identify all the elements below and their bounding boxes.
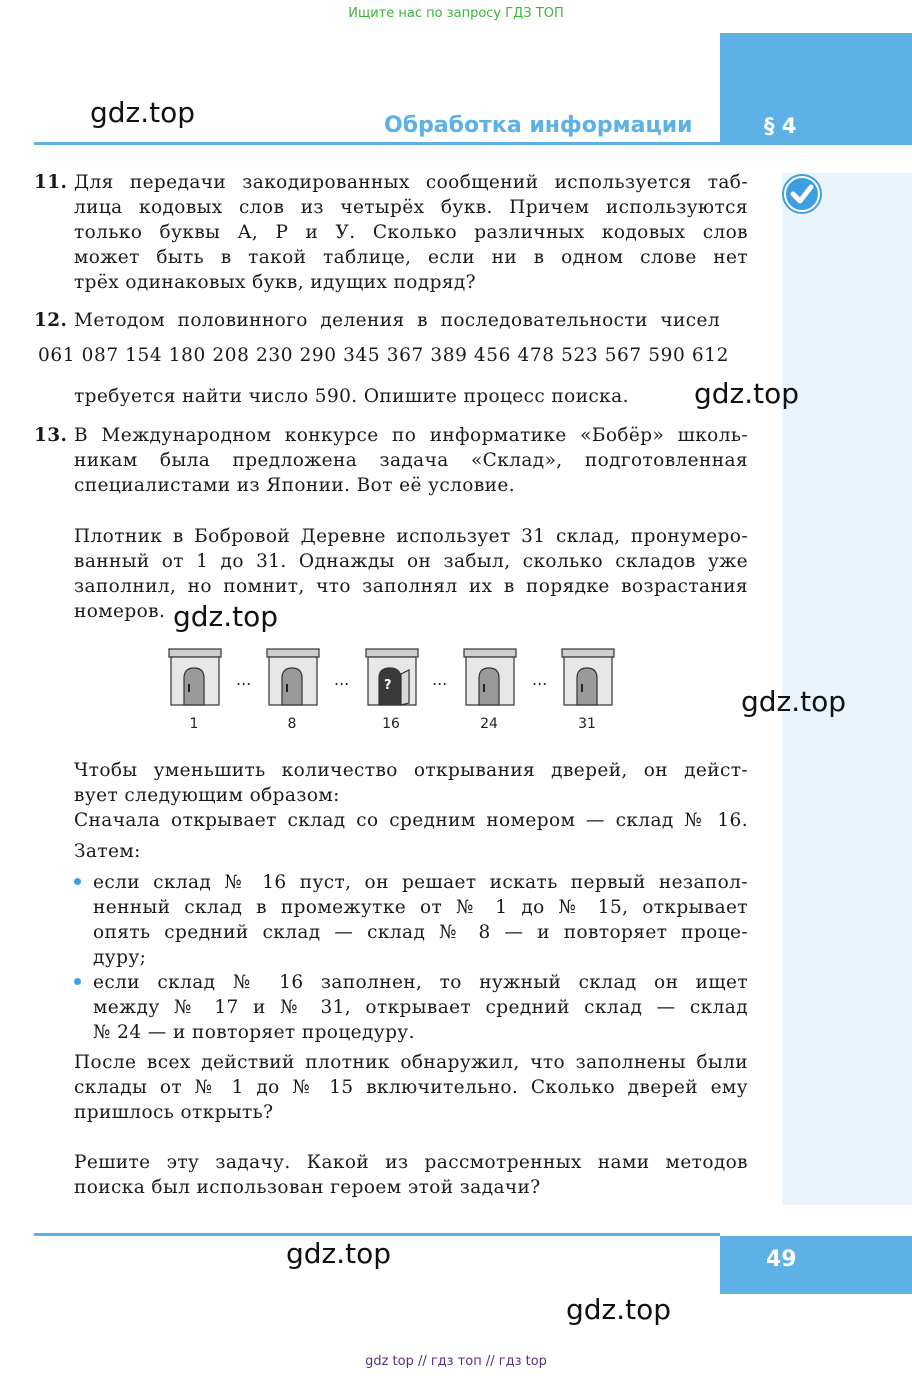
text-line: может быть в такой таблице, если ни в одном слове нет bbox=[74, 247, 748, 268]
task-13-number: 13. bbox=[34, 425, 68, 446]
paragraph-mark: § 4 bbox=[764, 114, 797, 138]
warehouse-door-icon bbox=[266, 648, 320, 710]
task-13-intro bbox=[74, 423, 748, 498]
page-number: 49 bbox=[766, 1247, 797, 1272]
text-line: опять средний склад — склад № 8 — и повторяет проце- bbox=[93, 922, 748, 943]
door-label: 31 bbox=[578, 716, 596, 732]
top-search-note: Ищите нас по запросу ГДЗ ТОП bbox=[348, 6, 564, 21]
chapter-title: Обработка информации bbox=[384, 113, 693, 138]
text-line: ненный склад в промежутке от № 1 до № 15, открывает bbox=[93, 897, 748, 918]
ellipsis: ... bbox=[432, 670, 448, 689]
ellipsis: ... bbox=[532, 670, 548, 689]
text-line: поиска был использован героем этой задачи? bbox=[74, 1177, 541, 1198]
warehouse-door-open-icon bbox=[365, 648, 419, 710]
watermark: gdz.top bbox=[286, 1237, 392, 1270]
task-11-text bbox=[74, 170, 748, 295]
text-line: трёх одинаковых букв, идущих подряд? bbox=[74, 272, 477, 293]
text-line: вует следующим образом: bbox=[74, 785, 340, 806]
text-line: Методом половинного деления в последовательности чисел bbox=[74, 310, 720, 331]
text-line: заполнил, но помнит, что заполнял их в порядке возрастания bbox=[74, 576, 748, 597]
text-line: номеров. bbox=[74, 601, 166, 622]
door-question-mark: ? bbox=[384, 678, 392, 693]
watermark: gdz.top bbox=[173, 600, 279, 633]
door-label: 24 bbox=[480, 716, 498, 732]
text-line: если склад № 16 пуст, он решает искать первый незапол- bbox=[93, 872, 748, 893]
door-label: 1 bbox=[189, 716, 199, 732]
text-line: № 24 — и повторяет процедуру. bbox=[93, 1022, 415, 1043]
bullet-dot-icon bbox=[74, 878, 81, 885]
task-13-actions bbox=[74, 758, 748, 833]
bullet-item bbox=[93, 970, 748, 1045]
warehouse-door-icon bbox=[463, 648, 517, 710]
text-line: В Международном конкурсе по информатике «Бобёр» школь- bbox=[74, 425, 748, 446]
text-line: между № 17 и № 31, открывает средний склад — склад bbox=[93, 997, 748, 1018]
text-line: После всех действий плотник обнаружил, что заполнены были bbox=[74, 1052, 748, 1073]
text-line: Для передачи закодированных сообщений используется таб- bbox=[74, 172, 748, 193]
text-line: ванный от 1 до 31. Однажды он забыл, сколько складов уже bbox=[74, 551, 748, 572]
text-line: Решите эту задачу. Какой из рассмотренных нами методов bbox=[74, 1152, 748, 1173]
header-tab bbox=[720, 33, 912, 145]
page-number-tab bbox=[720, 1236, 912, 1294]
task-12-intro bbox=[74, 308, 720, 333]
then-label: Затем: bbox=[74, 841, 141, 862]
bullet-dot-icon bbox=[74, 978, 81, 985]
task-11-number: 11. bbox=[34, 172, 68, 193]
watermark: gdz.top bbox=[566, 1293, 672, 1326]
check-circle-icon bbox=[782, 174, 822, 214]
warehouse-door-icon bbox=[561, 648, 615, 710]
footer-links: gdz top // гдз топ // гдз top bbox=[365, 1354, 547, 1369]
text-line: Сначала открывает склад со средним номером — склад № 16. bbox=[74, 810, 748, 831]
door-label: 16 bbox=[382, 716, 400, 732]
text-line: дуру; bbox=[93, 947, 147, 968]
ellipsis: ... bbox=[236, 670, 252, 689]
watermark: gdz.top bbox=[741, 685, 847, 718]
ellipsis: ... bbox=[334, 670, 350, 689]
warehouse-illustration bbox=[160, 648, 630, 740]
watermark: gdz.top bbox=[90, 96, 196, 129]
footer-rule bbox=[34, 1233, 720, 1236]
number-sequence: 061 087 154 180 208 230 290 345 367 389 456 478 523 567 590 612 bbox=[38, 345, 729, 366]
text-line: пришлось открыть? bbox=[74, 1102, 274, 1123]
bullet-item bbox=[93, 870, 748, 970]
text-line: специалистами из Японии. Вот её условие. bbox=[74, 475, 516, 496]
task-12-number: 12. bbox=[34, 310, 68, 331]
task-12-question: требуется найти число 590. Опишите процесс поиска. bbox=[74, 386, 629, 407]
text-line: Плотник в Бобровой Деревне использует 31 склад, пронумеро- bbox=[74, 526, 748, 547]
text-line: если склад № 16 заполнен, то нужный склад он ищет bbox=[93, 972, 748, 993]
text-line: никам была предложена задача «Склад», подготовленная bbox=[74, 450, 748, 471]
header-rule bbox=[34, 142, 720, 145]
text-line: Чтобы уменьшить количество открывания дверей, он дейст- bbox=[74, 760, 748, 781]
text-line: только буквы А, Р и У. Сколько различных кодовых слов bbox=[74, 222, 748, 243]
task-13-condition bbox=[74, 524, 748, 624]
warehouse-door-icon bbox=[168, 648, 222, 710]
task-13-result bbox=[74, 1050, 748, 1125]
text-line: склады от № 1 до № 15 включительно. Сколько дверей ему bbox=[74, 1077, 748, 1098]
watermark: gdz.top bbox=[694, 377, 800, 410]
text-line: лица кодовых слов из четырёх букв. Причем используются bbox=[74, 197, 748, 218]
door-label: 8 bbox=[287, 716, 297, 732]
task-13-final bbox=[74, 1150, 748, 1200]
